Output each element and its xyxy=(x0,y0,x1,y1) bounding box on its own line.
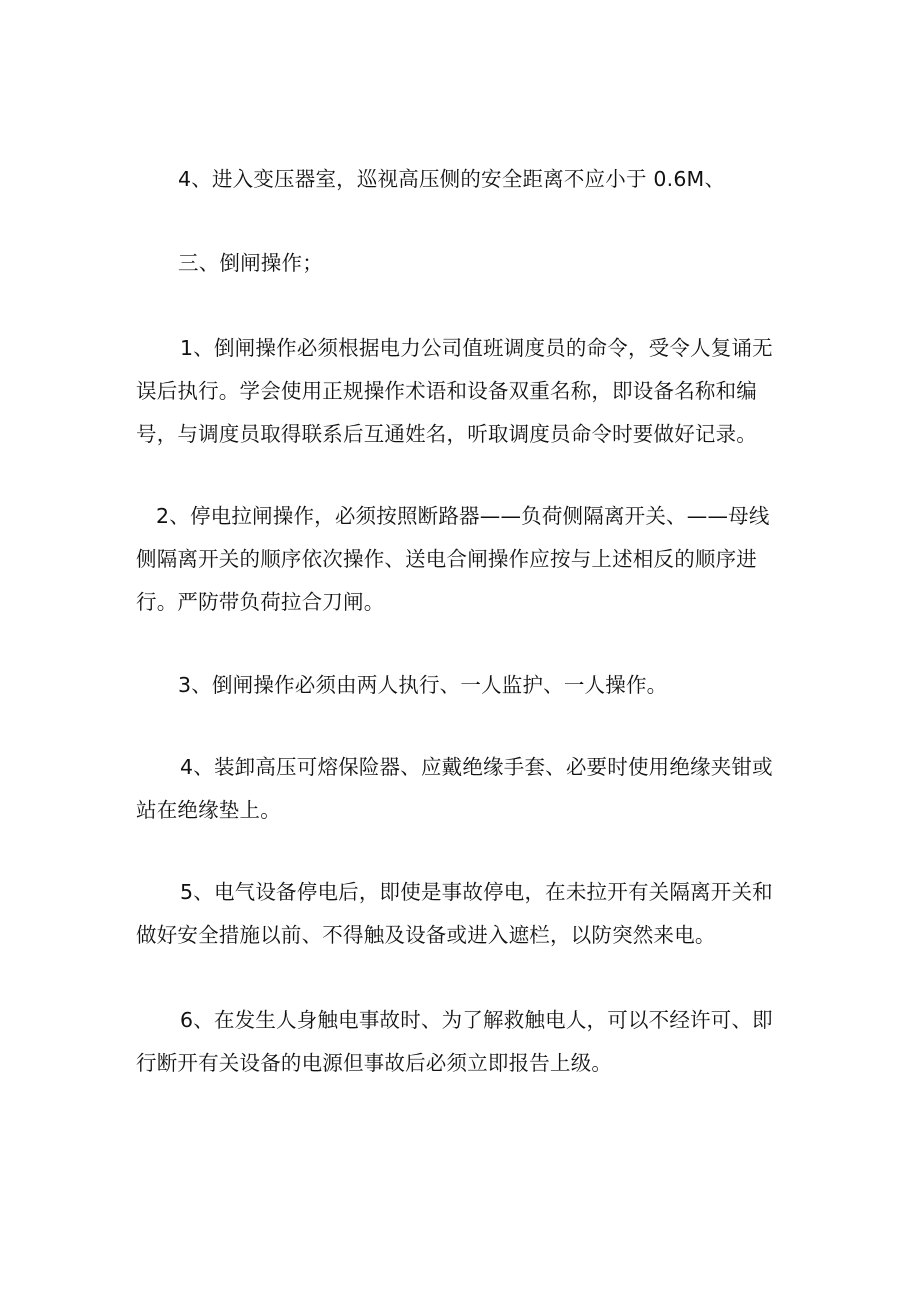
section-heading-switching-operation xyxy=(178,242,323,285)
paragraph-line: 做好安全措施以前、不得触及设备或进入遮栏，以防突然来电。 xyxy=(136,923,716,947)
paragraph-line: 站在绝缘垫上。 xyxy=(136,798,281,822)
paragraph-transformer-room-distance xyxy=(178,158,725,201)
paragraph-line: 1、倒闸操作必须根据电力公司值班调度员的命令，受令人复诵无 xyxy=(180,336,773,360)
paragraph-item-3 xyxy=(178,664,667,707)
paragraph-line: 4、进入变压器室，巡视高压侧的安全距离不应小于 0.6M、 xyxy=(178,167,726,191)
paragraph-line: 行断开有关设备的电源但事故后必须立即报告上级。 xyxy=(136,1051,613,1075)
paragraph-line: 6、在发生人身触电事故时、为了解救触电人，可以不经许可、即 xyxy=(180,1008,773,1032)
paragraph-line: 侧隔离开关的顺序依次操作、送电合闸操作应按与上述相反的顺序进 xyxy=(136,547,757,571)
section-heading: 三、倒闸操作； xyxy=(178,251,323,275)
paragraph-line: 号，与调度员取得联系后互通姓名，听取调度员命令时要做好记录。 xyxy=(136,422,757,446)
paragraph-line: 5、电气设备停电后，即使是事故停电，在未拉开有关隔离开关和 xyxy=(180,880,773,904)
paragraph-item-1 xyxy=(136,327,773,456)
paragraph-line: 误后执行。学会使用正规操作术语和设备双重名称，即设备名称和编 xyxy=(136,379,757,403)
paragraph-line: 3、倒闸操作必须由两人执行、一人监护、一人操作。 xyxy=(178,673,668,697)
paragraph-item-6 xyxy=(136,999,773,1085)
paragraph-item-4 xyxy=(136,746,773,832)
paragraph-item-5 xyxy=(136,871,773,957)
paragraph-line: 4、装卸高压可熔保险器、应戴绝缘手套、必要时使用绝缘夹钳或 xyxy=(180,755,773,779)
paragraph-item-2 xyxy=(136,495,770,624)
paragraph-line: 行。严防带负荷拉合刀闸。 xyxy=(136,590,385,614)
paragraph-line: 2、停电拉闸操作，必须按照断路器——负荷侧隔离开关、——母线 xyxy=(156,504,770,528)
